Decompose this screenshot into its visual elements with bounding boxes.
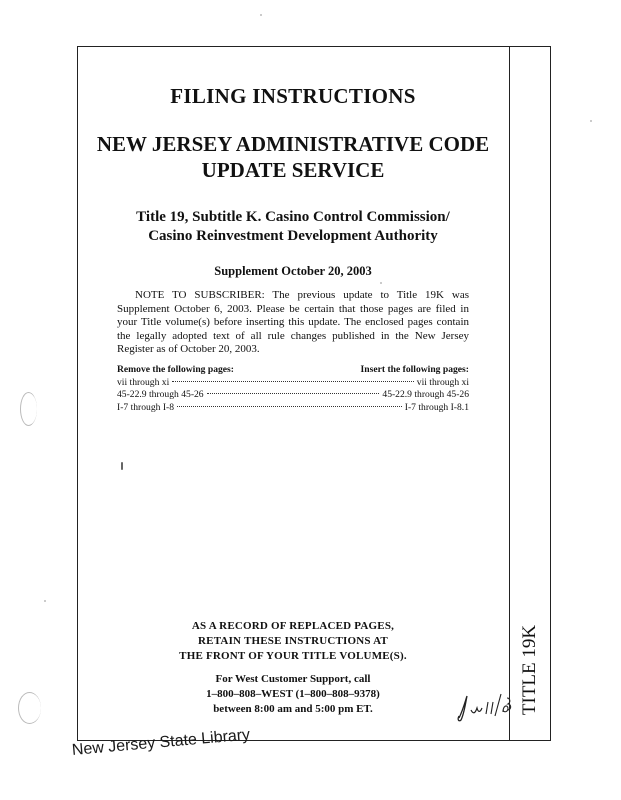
remove-pages-cell: 45-22.9 through 45-26: [117, 389, 204, 400]
record-line-3: THE FRONT OF YOUR TITLE VOLUME(S).: [179, 650, 407, 662]
support-line-1: For West Customer Support, call: [215, 673, 371, 685]
pages-table: [117, 364, 469, 414]
table-row: [117, 389, 469, 402]
remove-pages-cell: vii through xi: [117, 376, 170, 388]
scan-speck: [121, 462, 123, 470]
dot-leader: [177, 406, 402, 407]
scan-speck: [590, 120, 592, 122]
service-title-line-1: NEW JERSEY ADMINISTRATIVE CODE: [96, 132, 490, 156]
record-line-1: AS A RECORD OF REPLACED PAGES,: [191, 620, 395, 632]
remove-pages-cell: I-7 through I-8: [117, 401, 175, 413]
title-tab-label: TITLE 19K: [519, 624, 540, 716]
handwritten-initials: [455, 688, 515, 724]
insert-pages-cell: I-7 through I-8.1: [404, 401, 469, 413]
scan-artifact: [18, 692, 41, 724]
subscriber-note: NOTE TO SUBSCRIBER: The previous update to Title 19K was Supplement October 6, 2003. Please be certain that those pages are filed in your Title volume(s) before inserting this update. The enclosed pages contain the legally adopted text of all rule changes published in the New Jersey Register as of October 20, 2003.: [117, 289, 469, 355]
service-title-line-2: UPDATE SERVICE: [201, 158, 385, 182]
scan-speck: [44, 600, 46, 602]
record-instructions: [77, 619, 509, 664]
insert-pages-header: Insert the following pages:: [360, 364, 469, 375]
record-line-2: RETAIN THESE INSTRUCTIONS AT: [198, 635, 388, 647]
service-title: [77, 131, 509, 183]
insert-pages-cell: 45-22.9 through 45-26: [382, 389, 469, 400]
dot-leader: [207, 393, 380, 394]
scan-artifact: [20, 392, 37, 426]
support-line-2: 1–800–808–WEST (1–800–808–9378): [206, 688, 380, 700]
scan-speck: [380, 282, 382, 284]
library-stamp: New Jersey State Library: [71, 726, 251, 759]
supplement-date: Supplement October 20, 2003: [214, 264, 372, 278]
support-line-3: between 8:00 am and 5:00 pm ET.: [213, 703, 373, 715]
customer-support: [77, 672, 509, 717]
subtitle-line-2: Casino Reinvestment Development Authority: [148, 228, 438, 244]
remove-pages-header: Remove the following pages:: [117, 364, 234, 375]
filing-instructions-heading: FILING INSTRUCTIONS: [170, 84, 416, 108]
tab-divider-line: [509, 46, 510, 741]
scan-speck: [260, 14, 262, 16]
pages-table-header: [117, 364, 469, 377]
subtitle-line-1: Title 19, Subtitle K. Casino Control Commission/: [136, 209, 450, 225]
insert-pages-cell: vii through xi: [416, 376, 469, 388]
subtitle: [77, 208, 509, 246]
table-row: [117, 377, 469, 390]
dot-leader: [172, 381, 414, 382]
table-row: [117, 402, 469, 415]
